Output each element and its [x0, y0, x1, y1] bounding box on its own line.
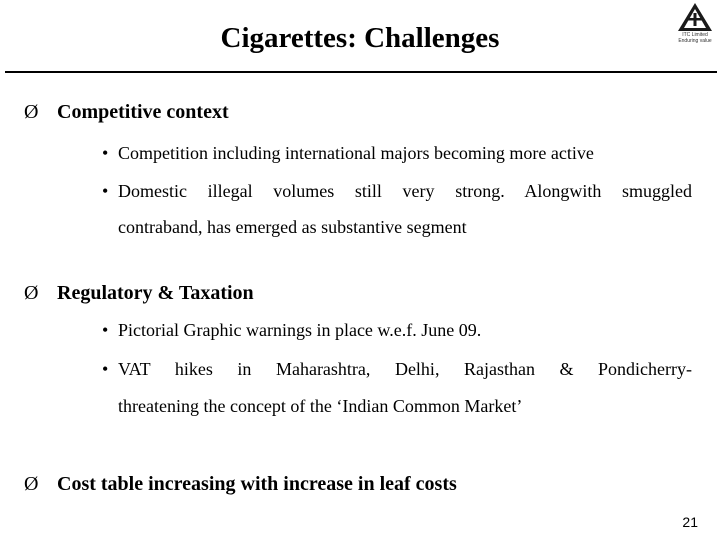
bullet-dot-icon: •	[102, 359, 109, 379]
arrow-bullet-icon: Ø	[24, 282, 39, 304]
section-heading-regulatory-taxation	[24, 282, 254, 305]
bullet-dot-icon: •	[102, 143, 109, 163]
bullet-item	[102, 359, 692, 380]
arrow-bullet-icon: Ø	[24, 101, 39, 123]
section-heading-text: Cost table increasing with increase in leaf costs	[57, 473, 457, 495]
bullet-text: Pictorial Graphic warnings in place w.e.f. June 09.	[118, 320, 482, 340]
itc-logo-icon	[675, 2, 715, 32]
bullet-text: Competition including international majors becoming more active	[118, 143, 594, 163]
bullet-continuation: contraband, has emerged as substantive segment	[118, 217, 467, 237]
slide-title: Cigarettes: Challenges	[220, 22, 500, 54]
bullet-continuation: threatening the concept of the ‘Indian Common Market’	[118, 396, 523, 416]
bullet-text: Domestic illegal volumes still very strong. Alongwith smuggled	[118, 181, 692, 201]
page-number: 21	[682, 514, 698, 530]
section-heading-text: Regulatory & Taxation	[57, 282, 254, 304]
bullet-dot-icon: •	[102, 320, 109, 340]
arrow-bullet-icon: Ø	[24, 473, 39, 495]
bullet-item	[102, 320, 692, 341]
title-divider	[5, 71, 717, 73]
logo-company-name: ITC Limited	[682, 32, 708, 38]
bullet-item	[102, 143, 692, 164]
bullet-dot-icon: •	[102, 181, 109, 201]
logo-tagline: Enduring value	[678, 38, 712, 44]
section-heading-cost-table	[24, 473, 457, 496]
company-logo	[675, 2, 715, 48]
section-heading-text: Competitive context	[57, 101, 229, 123]
bullet-text: VAT hikes in Maharashtra, Delhi, Rajasthan & Pondicherry-	[118, 359, 692, 379]
bullet-item	[102, 181, 692, 202]
section-heading-competitive-context	[24, 101, 229, 124]
